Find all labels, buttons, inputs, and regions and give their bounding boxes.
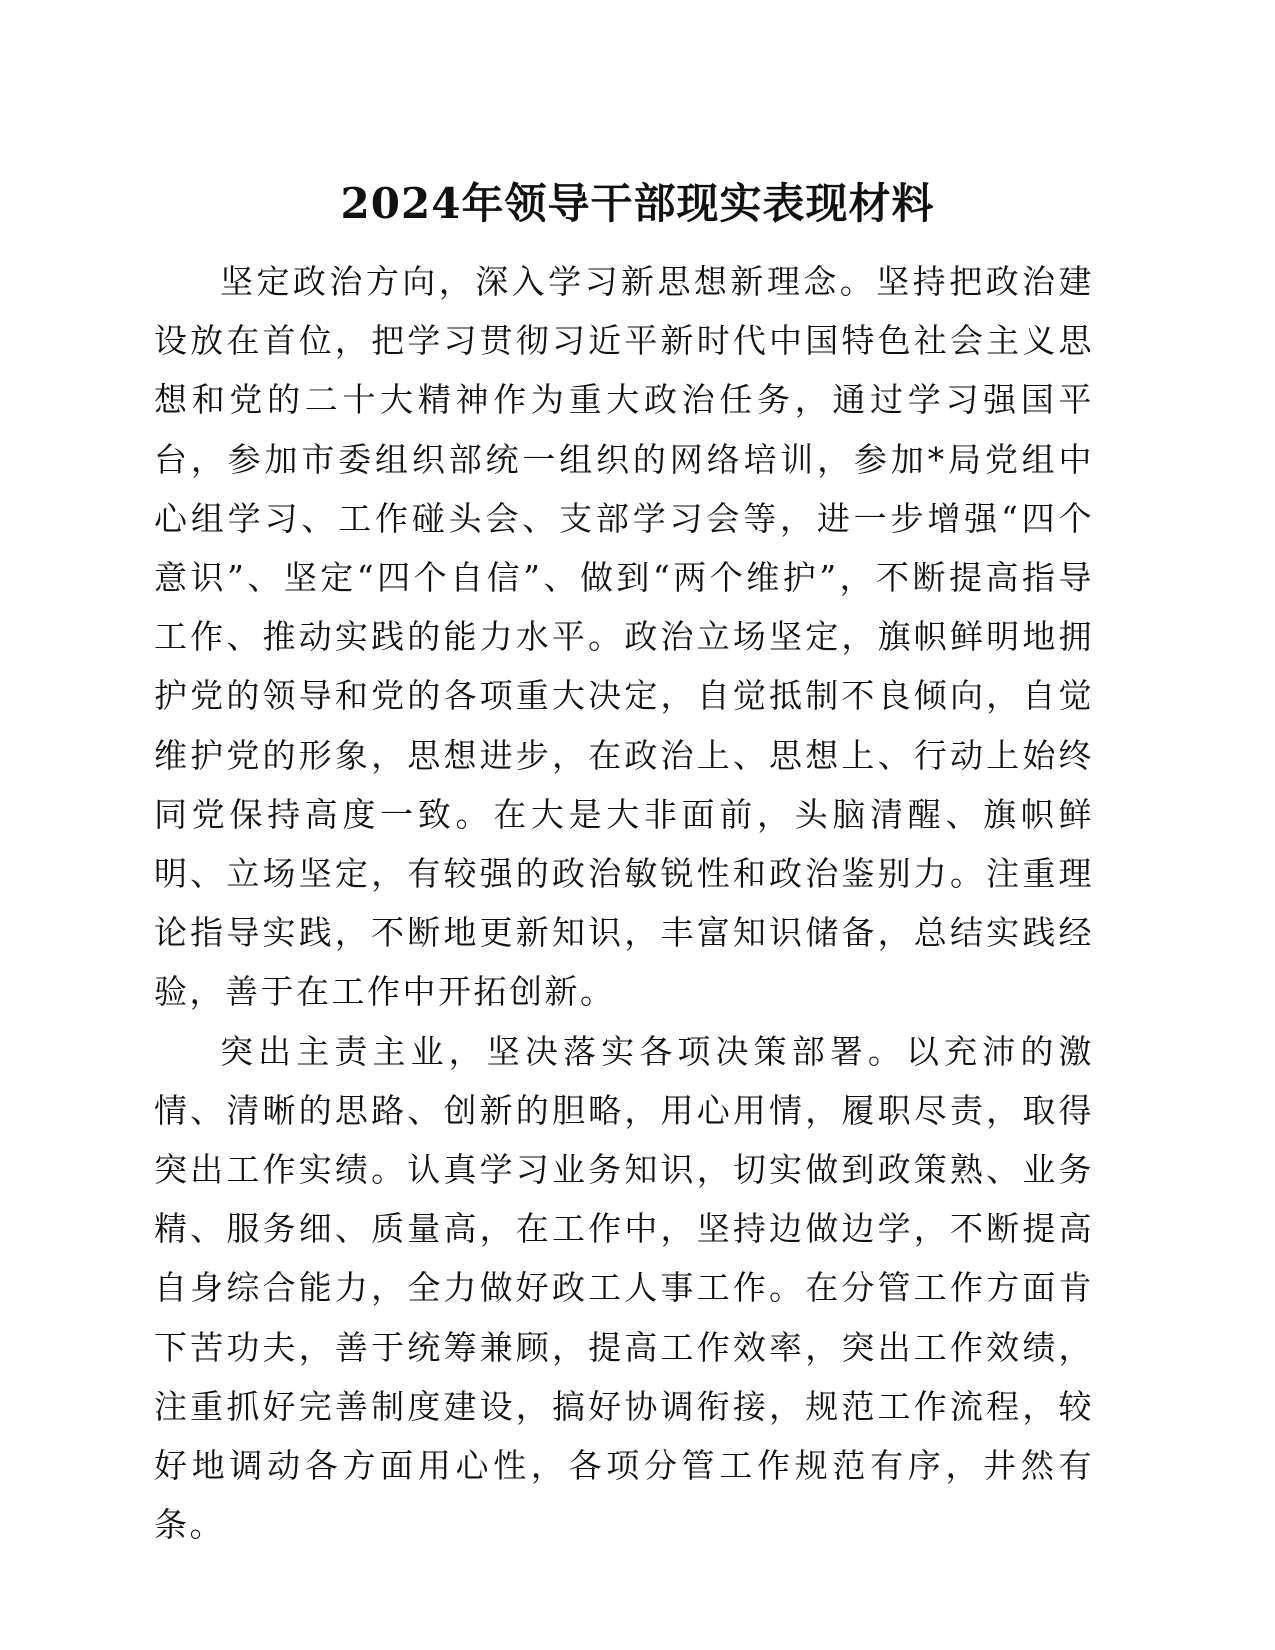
paragraph-political-direction: 坚定政治方向，深入学习新思想新理念。坚持把政治建设放在首位，把学习贯彻习近平新时代中国特色社会主义思想和党的二十大精神作为重大政治任务，通过学习强国平台，参加市委组织部统一组织的网络培训，参加*局党组中心组学习、工作碰头会、支部学习会等，进一步增强“四个意识”、坚定“四个自信”、做到“两个维护”，不断提高指导工作、推动实践的能力水平。政治立场坚定，旗帜鲜明地拥护党的领导和党的各项重大决定，自觉抵制不良倾向，自觉维护党的形象，思想进步，在政治上、思想上、行动上始终同党保持高度一致。在大是大非面前，头脑清醒、旗帜鲜明、立场坚定，有较强的政治敏锐性和政治鉴别力。注重理论指导实践，不断地更新知识，丰富知识储备，总结实践经验，善于在工作中开拓创新。 xyxy=(154,262,1094,1012)
paragraph-main-responsibilities: 突出主责主业，坚决落实各项决策部署。以充沛的激情、清晰的思路、创新的胆略，用心用情，履职尽责，取得突出工作实绩。认真学习业务知识，切实做到政策熟、业务精、服务细、质量高，在工作中，坚持边做边学，不断提高自身综合能力，全力做好政工人事工作。在分管工作方面肯下苦功夫，善于统筹兼顾，提高工作效率，突出工作效绩，注重抓好完善制度建设，搞好协调衔接，规范工作流程，较好地调动各方面用心性，各项分管工作规范有序，井然有条。 xyxy=(154,1031,1094,1545)
document-body xyxy=(154,252,1094,1554)
document-title: 2024年领导干部现实表现材料 xyxy=(340,179,935,228)
